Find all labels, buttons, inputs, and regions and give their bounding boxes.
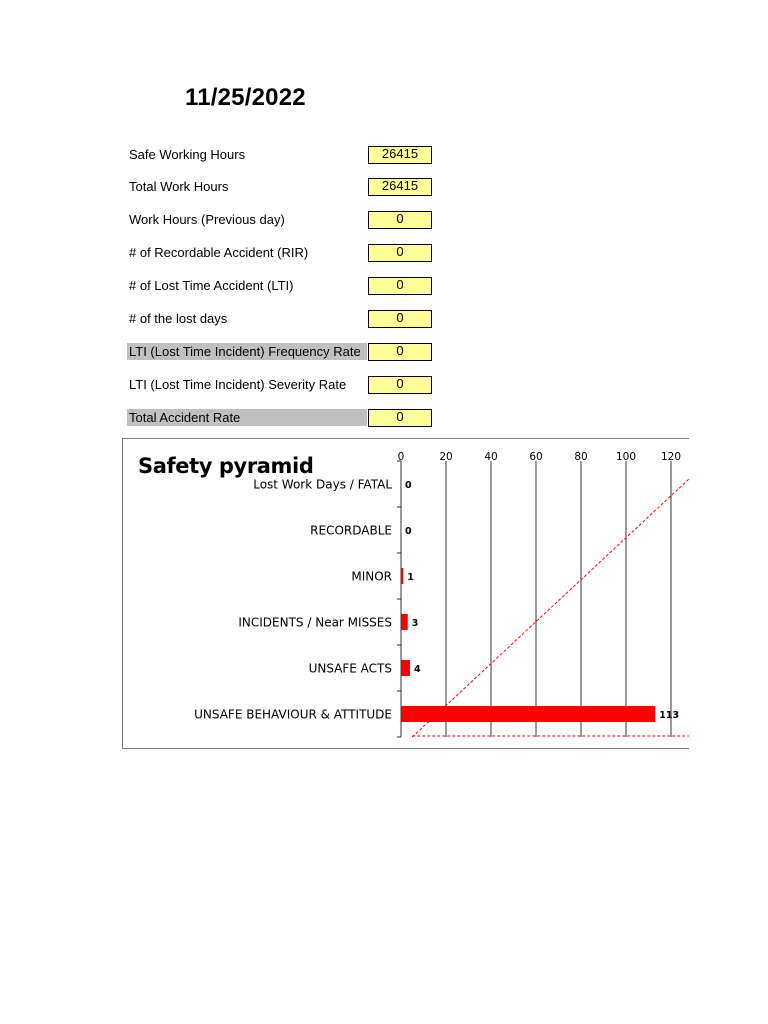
metric-value-cell[interactable]: 0 (368, 409, 432, 427)
data-label: 3 (411, 618, 419, 629)
bar (401, 614, 408, 630)
category-label: Lost Work Days / FATAL (253, 477, 392, 492)
bar (401, 706, 655, 722)
data-label: 1 (407, 572, 414, 583)
metric-value-cell[interactable]: 0 (368, 277, 432, 295)
category-label: RECORDABLE (310, 523, 392, 538)
metric-row-lti-frequency-rate (127, 343, 433, 361)
metric-label: Safe Working Hours (129, 147, 246, 162)
metric-label: Total Accident Rate (127, 409, 367, 426)
metric-label: # of Recordable Accident (RIR) (129, 245, 309, 260)
metric-label: LTI (Lost Time Incident) Frequency Rate (127, 343, 367, 360)
metric-row-lost-days (127, 310, 433, 328)
data-label: 0 (405, 526, 412, 537)
metric-row-total-accident-rate (127, 409, 433, 427)
metric-label: Total Work Hours (129, 179, 229, 194)
report-date: 11/25/2022 (185, 84, 306, 111)
metric-label: # of Lost Time Accident (LTI) (129, 278, 294, 293)
bar (401, 660, 410, 676)
metric-value-cell[interactable]: 26415 (368, 146, 432, 164)
metric-label: Work Hours (Previous day) (129, 212, 285, 227)
metric-value-cell[interactable]: 0 (368, 244, 432, 262)
x-tick-label: 40 (484, 451, 498, 463)
bar (401, 568, 403, 584)
data-label: 0 (405, 480, 412, 491)
metric-row-recordable-accident (127, 244, 433, 262)
x-tick-label: 60 (529, 451, 543, 463)
metric-row-safe-working-hours (127, 146, 433, 164)
category-label: UNSAFE ACTS (308, 661, 392, 676)
x-tick-label: 20 (439, 451, 453, 463)
data-label: 4 (414, 664, 421, 675)
chart-plot-area (123, 439, 689, 748)
category-label: UNSAFE BEHAVIOUR & ATTITUDE (194, 707, 392, 722)
metric-row-lti-severity-rate (127, 376, 433, 394)
metric-value-cell[interactable]: 0 (368, 310, 432, 328)
metric-value-cell[interactable]: 0 (368, 211, 432, 229)
metric-label: # of the lost days (129, 311, 228, 326)
category-label: INCIDENTS / Near MISSES (238, 615, 392, 630)
category-label: MINOR (351, 569, 392, 584)
x-tick-label: 80 (574, 451, 588, 463)
safety-pyramid-chart (122, 438, 689, 749)
chart-title: Safety pyramid (138, 454, 314, 478)
metric-value-cell[interactable]: 0 (368, 376, 432, 394)
trendline (412, 479, 689, 737)
metric-row-work-hours-previous-day (127, 211, 433, 229)
x-tick-label: 120 (660, 451, 682, 463)
data-label: 113 (659, 710, 680, 721)
x-tick-label: 0 (397, 451, 405, 463)
metric-label: LTI (Lost Time Incident) Severity Rate (129, 377, 347, 392)
metric-row-lost-time-accident (127, 277, 433, 295)
metric-value-cell[interactable]: 0 (368, 343, 432, 361)
metric-row-total-work-hours (127, 178, 433, 196)
metric-value-cell[interactable]: 26415 (368, 178, 432, 196)
x-tick-label: 100 (615, 451, 637, 463)
